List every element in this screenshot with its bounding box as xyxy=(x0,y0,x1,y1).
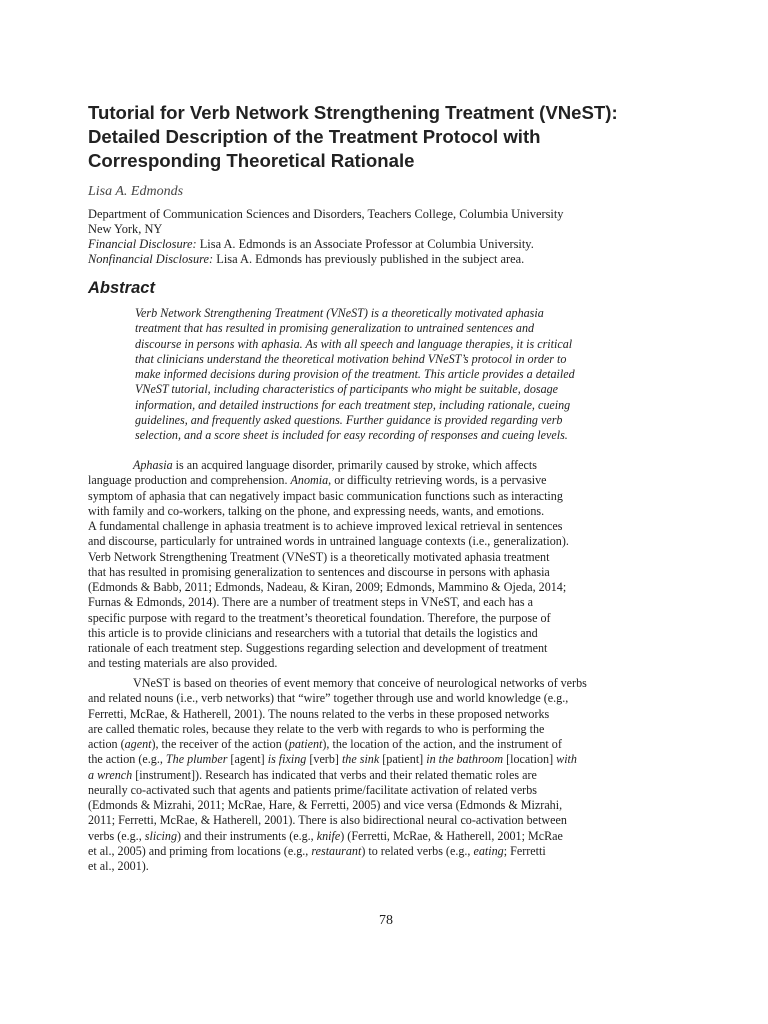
abstract-line: selection, and a score sheet is included for easy recording of responses and cueing levels. xyxy=(135,428,568,442)
abstract-line: discourse in persons with aphasia. As with all speech and language therapies, it is critical xyxy=(135,336,573,351)
financial-disclosure: Financial Disclosure: Lisa A. Edmonds is an Associate Professor at Columbia University. xyxy=(88,237,534,251)
paragraph-line: are called thematic roles, because they relate to the verb with regards to who is performing the xyxy=(88,721,545,736)
author-name: Lisa A. Edmonds xyxy=(88,184,184,199)
paragraph-line: symptom of aphasia that can negatively impact basic communication functions such as interacting xyxy=(88,488,563,503)
paragraph-line: et al., 2005) and priming from locations (e.g., restaurant) to related verbs (e.g., eating; Ferretti xyxy=(88,843,546,858)
title-line: Detailed Description of the Treatment Protocol with xyxy=(88,126,541,147)
paragraph-line: (Edmonds & Mizrahi, 2011; McRae, Hare, & Ferretti, 2005) and vice versa (Edmonds & Mizrahi, xyxy=(88,798,563,812)
paragraph-line: Furnas & Edmonds, 2014). There are a number of treatment steps in VNeST, and each has a xyxy=(88,595,533,610)
paragraph-line: verbs (e.g., slicing) and their instruments (e.g., knife) (Ferretti, McRae, & Hatherell, 2001; McRae xyxy=(88,828,563,843)
abstract-text xyxy=(135,306,687,443)
paragraph-line: and related nouns (i.e., verb networks) that “wire” together through use and world knowledge (e.g., xyxy=(88,691,569,706)
abstract-heading: Abstract xyxy=(88,279,155,297)
title-line: Corresponding Theoretical Rationale xyxy=(88,150,415,171)
abstract-line: guidelines, and frequently asked questions. Further guidance is provided regarding verb xyxy=(135,412,563,427)
paragraph-line: Ferretti, McRae, & Hatherell, 2001). The nouns related to the verbs in these proposed networks xyxy=(88,706,550,721)
paragraph-line: rationale of each treatment step. Suggestions regarding selection and development of treatment xyxy=(88,641,548,655)
paragraph-line: this article is to provide clinicians and researchers with a tutorial that details the logistics and xyxy=(88,625,538,640)
paragraph-line: action (agent), the receiver of the action (patient), the location of the action, and the instrument of xyxy=(88,737,562,751)
abstract-line: information, and detailed instructions for each treatment step, including rationale, cueing xyxy=(135,397,571,412)
paragraph-line: that has resulted in promising generalization to sentences and discourse in persons with aphasia xyxy=(88,564,550,579)
paragraph-line: VNeST is based on theories of event memory that conceive of neurological networks of verbs xyxy=(133,676,587,690)
location: New York, NY xyxy=(88,222,163,236)
paragraph-line: neurally co-activated such that agents and patients prime/facilitate activation of related verbs xyxy=(88,782,537,797)
paragraph-line: A fundamental challenge in aphasia treatment is to achieve improved lexical retrieval in sentences xyxy=(88,519,563,533)
paragraph-line: et al., 2001). xyxy=(88,859,149,873)
abstract-line: make informed decisions during provision of the treatment. This article provides a detailed xyxy=(135,367,575,381)
department: Department of Communication Sciences and Disorders, Teachers College, Columbia University xyxy=(88,207,564,221)
paragraph-line: with family and co-workers, talking on the phone, and expressing needs, wants, and emotions. xyxy=(88,503,545,518)
paragraph-line: language production and comprehension. Anomia, or difficulty retrieving words, is a pervasive xyxy=(88,473,547,488)
page-number: 78 xyxy=(379,913,393,928)
abstract-line: VNeST tutorial, including characteristics of participants who might be suitable, dosage xyxy=(135,382,559,397)
body-paragraph-1 xyxy=(88,458,688,672)
paragraph-line: 2011; Ferretti, McRae, & Hatherell, 2001). There is also bidirectional neural co-activation between xyxy=(88,813,567,828)
paragraph-line: and testing materials are also provided. xyxy=(88,656,278,671)
title-line: Tutorial for Verb Network Strengthening Treatment (VNeST): xyxy=(88,102,618,123)
paragraph-line: and discourse, particularly for untrained words in untrained language contexts (i.e., generalization). xyxy=(88,534,569,549)
article-title xyxy=(88,101,684,173)
nonfinancial-disclosure: Nonfinancial Disclosure: Lisa A. Edmonds has previously published in the subject area. xyxy=(88,252,525,266)
body-paragraph-2 xyxy=(88,676,688,874)
abstract-line: Verb Network Strengthening Treatment (VNeST) is a theoretically motivated aphasia xyxy=(135,306,544,320)
paragraph-line: (Edmonds & Babb, 2011; Edmonds, Nadeau, & Kiran, 2009; Edmonds, Mammino & Ojeda, 2014; xyxy=(88,580,567,594)
paragraph-line: specific purpose with regard to the treatment’s theoretical foundation. Therefore, the purpose of xyxy=(88,610,551,625)
paragraph-line: a wrench [instrument]). Research has indicated that verbs and their related thematic roles are xyxy=(88,767,537,782)
abstract-line: that clinicians understand the theoretical motivation behind VNeST’s protocol in order to xyxy=(135,351,567,366)
affiliation-block xyxy=(88,207,688,267)
paragraph-line: Aphasia is an acquired language disorder, primarily caused by stroke, which affects xyxy=(133,458,537,472)
paragraph-line: Verb Network Strengthening Treatment (VNeST) is a theoretically motivated aphasia treatment xyxy=(88,549,550,564)
abstract-line: treatment that has resulted in promising generalization to untrained sentences and xyxy=(135,321,535,336)
paragraph-line: the action (e.g., The plumber [agent] is fixing [verb] the sink [patient] in the bathroom [location] with xyxy=(88,752,577,767)
